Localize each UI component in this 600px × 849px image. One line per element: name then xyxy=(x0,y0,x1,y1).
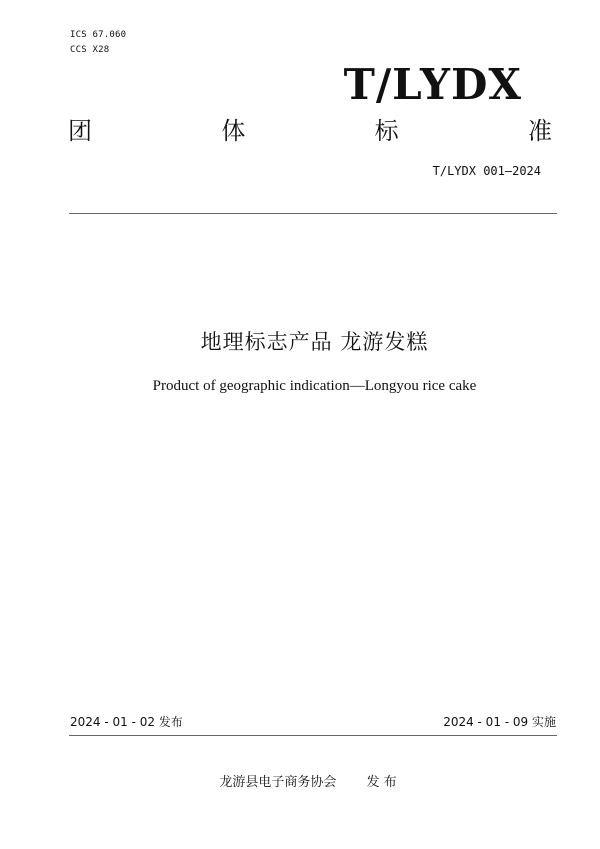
ccs-code: CCS X28 xyxy=(70,45,110,55)
standard-number: T/LYDX 001—2024 xyxy=(432,164,541,178)
implementation-date: 2024 - 01 - 09 实施 xyxy=(443,715,556,729)
issue-date: 2024 - 01 - 02 发布 xyxy=(70,715,183,729)
document-title-english: Product of geographic indication—Longyou rice cake xyxy=(152,378,477,394)
footer-divider xyxy=(69,735,557,736)
standard-type-char: 标 xyxy=(374,117,399,145)
standard-type-char: 团 xyxy=(68,117,92,145)
publisher-name: 龙游县电子商务协会 xyxy=(219,775,337,790)
standard-type-char: 准 xyxy=(527,117,552,145)
publisher-line xyxy=(0,774,600,792)
standard-type-char: 体 xyxy=(221,117,246,145)
publish-action: 发 布 xyxy=(366,775,397,790)
document-title-chinese: 地理标志产品 龙游发糕 xyxy=(200,330,429,354)
standard-logo: T/LYDX xyxy=(343,60,522,109)
standard-type xyxy=(68,115,552,147)
ics-code: ICS 67.060 xyxy=(70,30,127,40)
header-divider xyxy=(69,213,557,214)
